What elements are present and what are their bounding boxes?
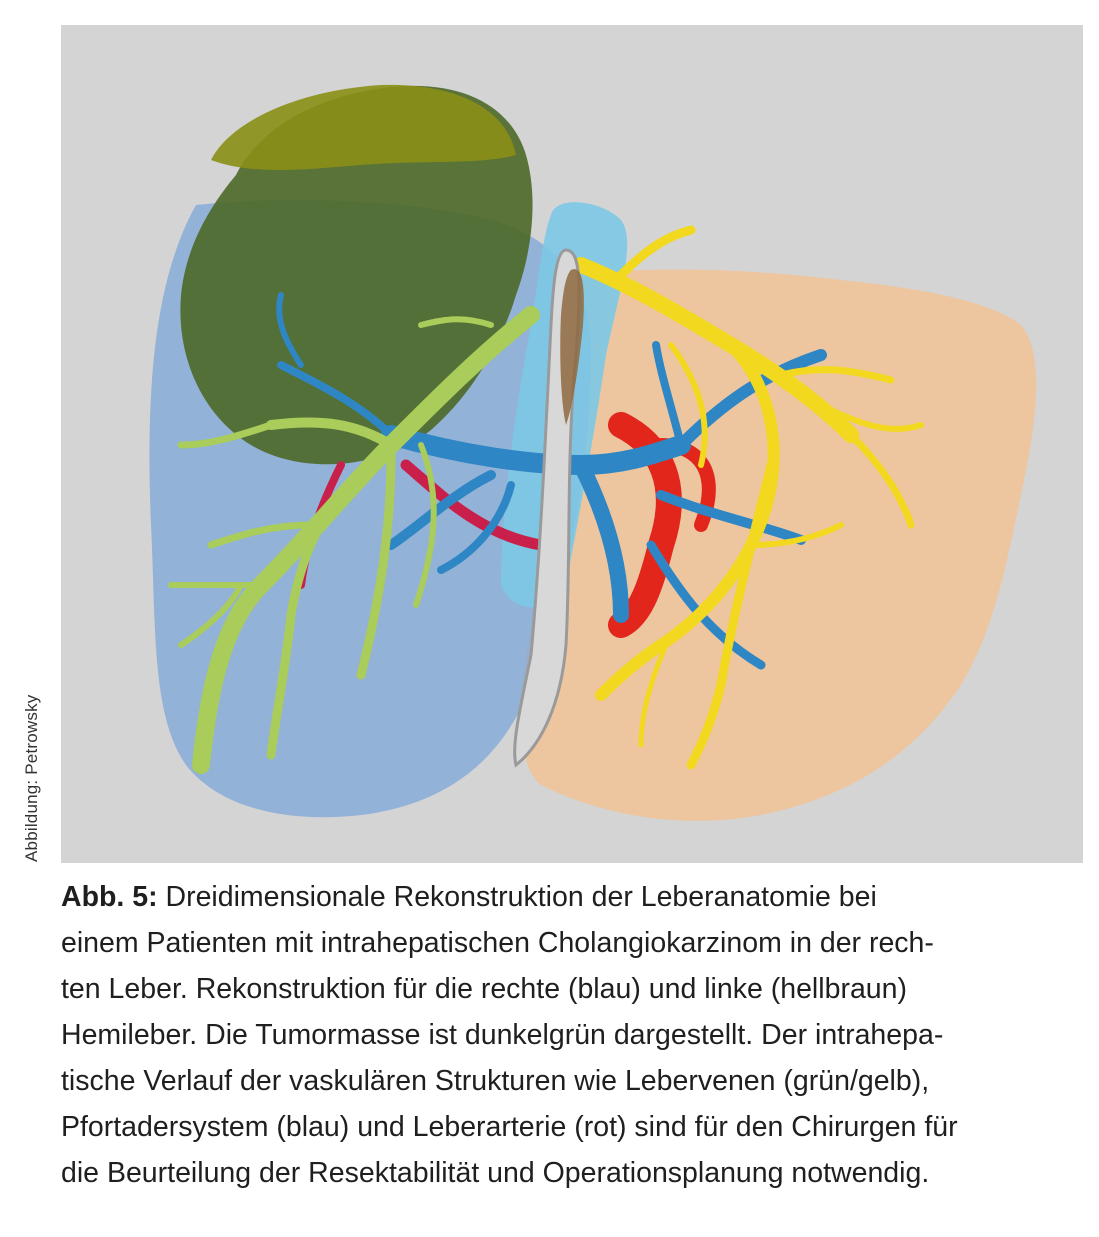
caption-line-5: tische Verlauf der vaskulären Strukturen wie Lebervenen (grün/gelb), bbox=[61, 1065, 930, 1097]
figure-caption bbox=[61, 874, 1091, 1196]
caption-line-2: einem Patienten mit intrahepatischen Cholangiokarzinom in der rech- bbox=[61, 927, 934, 959]
liver-3d-reconstruction-figure bbox=[61, 25, 1083, 863]
caption-line-3: ten Leber. Rekonstruktion für die rechte (blau) und linke (hellbraun) bbox=[61, 973, 907, 1005]
caption-line-6: Pfortadersystem (blau) und Leberarterie (rot) sind für den Chirurgen für bbox=[61, 1111, 958, 1143]
caption-line-4: Hemileber. Die Tumormasse ist dunkelgrün dargestellt. Der intrahepa- bbox=[61, 1019, 944, 1051]
liver-illustration bbox=[61, 25, 1083, 863]
caption-text-1: Dreidimensionale Rekonstruktion der Leberanatomie bei bbox=[157, 881, 877, 913]
caption-line-7: die Beurteilung der Resektabilität und Operationsplanung notwendig. bbox=[61, 1157, 930, 1189]
image-credit: Abbildung: Petrowsky bbox=[22, 694, 41, 862]
figure-label: Abb. 5: bbox=[61, 881, 158, 913]
caption-line-1 bbox=[61, 874, 1091, 920]
